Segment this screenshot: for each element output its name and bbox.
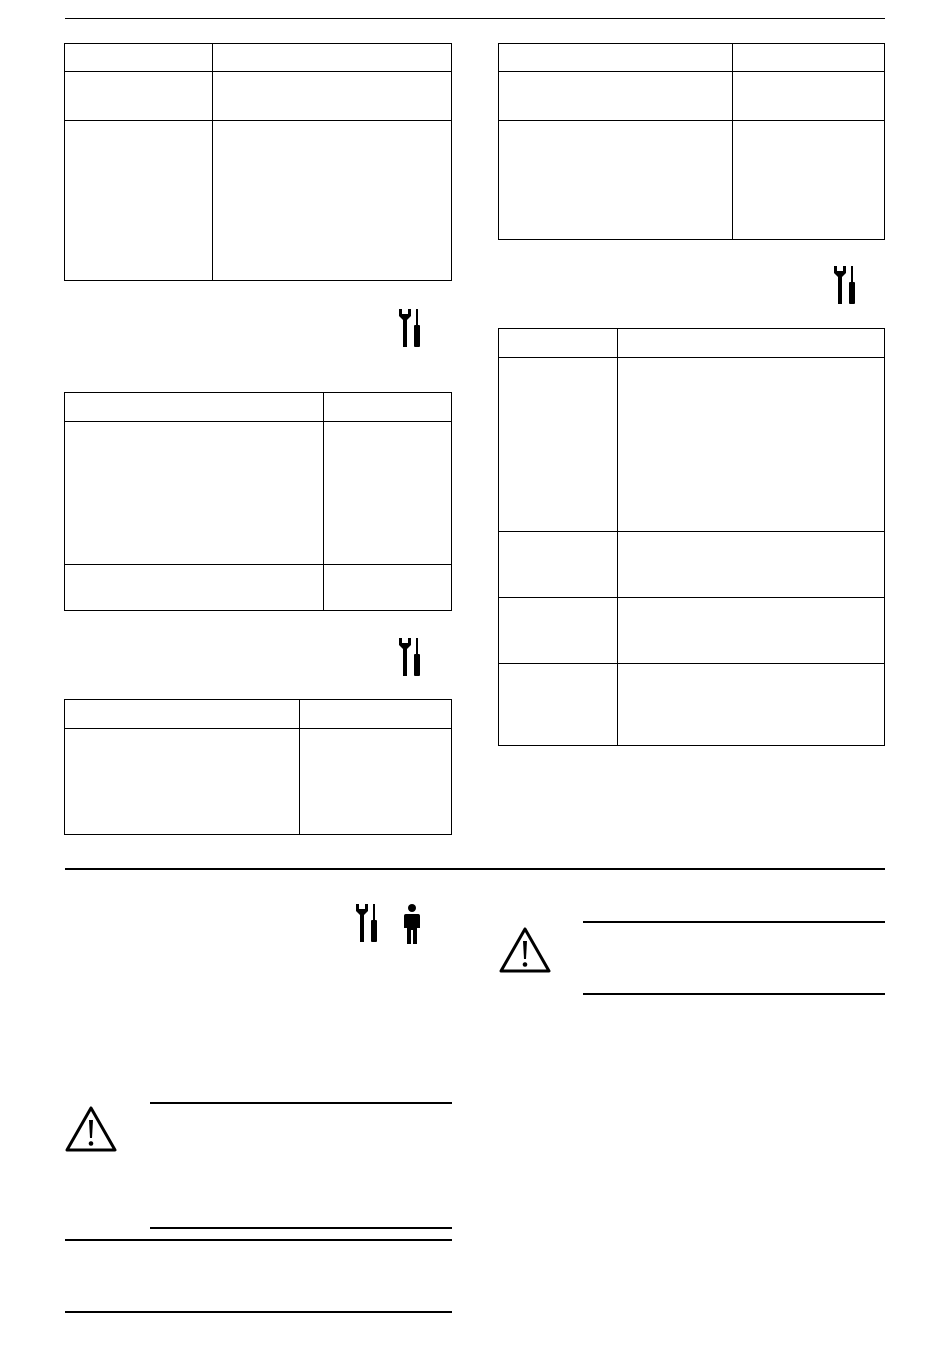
table-row — [499, 121, 733, 240]
table-row — [65, 565, 324, 611]
warning-right-bottom-rule — [583, 993, 885, 995]
table-4-header-col-1 — [499, 44, 733, 72]
table-cell — [618, 358, 885, 532]
table-row — [499, 72, 733, 121]
table-1-header-col-2 — [213, 44, 452, 72]
table-5 — [498, 328, 885, 746]
table-4-header-col-2 — [733, 44, 885, 72]
wrench-screwdriver-icon — [397, 638, 423, 678]
table-row — [65, 72, 213, 121]
table-cell — [618, 598, 885, 664]
table-5-header-col-1 — [499, 329, 618, 358]
table-3-header-col-2 — [300, 700, 452, 729]
warning-triangle-icon — [498, 926, 552, 974]
wrench-screwdriver-icon — [397, 309, 423, 349]
table-row — [499, 598, 618, 664]
table-2-header-col-2 — [324, 393, 452, 422]
table-row — [499, 664, 618, 746]
table-row — [65, 121, 213, 281]
note-bottom-rule — [65, 1311, 452, 1313]
table-cell — [618, 532, 885, 598]
table-cell — [213, 121, 452, 281]
table-row — [499, 532, 618, 598]
warning-triangle-icon — [64, 1105, 118, 1153]
top-rule — [65, 18, 885, 19]
table-2 — [64, 392, 452, 611]
table-1 — [64, 43, 452, 281]
table-4 — [498, 43, 885, 240]
table-row — [65, 422, 324, 565]
wrench-screwdriver-icon — [354, 904, 380, 944]
table-cell — [324, 565, 452, 611]
table-3-header-col-1 — [65, 700, 300, 729]
section-divider — [65, 868, 885, 870]
table-cell — [300, 729, 452, 835]
note-top-rule — [65, 1239, 452, 1241]
table-3 — [64, 699, 452, 835]
table-cell — [618, 664, 885, 746]
table-5-header-col-2 — [618, 329, 885, 358]
person-icon — [402, 904, 422, 944]
table-cell — [324, 422, 452, 565]
warning-right-top-rule — [583, 921, 885, 923]
table-cell — [733, 72, 885, 121]
wrench-screwdriver-icon — [832, 266, 858, 306]
warning-left-top-rule — [150, 1102, 452, 1104]
table-row — [499, 358, 618, 532]
table-1-header-col-1 — [65, 44, 213, 72]
table-cell — [733, 121, 885, 240]
table-row — [65, 729, 300, 835]
table-cell — [213, 72, 452, 121]
table-2-header-col-1 — [65, 393, 324, 422]
warning-left-bottom-rule — [150, 1227, 452, 1229]
